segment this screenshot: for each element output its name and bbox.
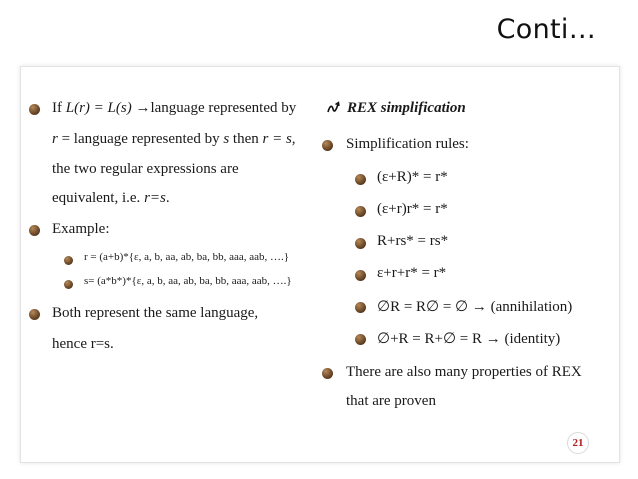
b1-line1: If L(r) = L(s) →language represented by — [52, 100, 297, 116]
content-panel — [20, 66, 620, 463]
rex-heading: REX simplification — [347, 100, 466, 116]
example-label: Example: — [52, 221, 110, 237]
rule-item: ∅+R = R+∅ = R → (identity) — [377, 331, 561, 347]
rule-item: ∅R = R∅ = ∅ → (annihilation) — [377, 299, 573, 315]
b1-line3: the two regular expressions are — [52, 161, 239, 177]
b3-line1: Both represent the same language, — [52, 305, 259, 321]
b3-line2: hence r=s. — [52, 336, 114, 352]
rule-item: ε+r+r* = r* — [377, 265, 447, 281]
props-line1: There are also many properties of REX — [346, 364, 582, 380]
sub-bullet-icon — [355, 270, 366, 281]
b1-line2: r = language represented by s then r = s, — [52, 131, 296, 147]
rule-item: (ε+r)r* = r* — [377, 201, 448, 217]
bullet-icon — [29, 104, 40, 115]
sub-bullet-icon — [355, 238, 366, 249]
sub-bullet-icon — [355, 302, 366, 313]
squiggle-arrow-icon — [326, 99, 342, 120]
sub-bullet-icon — [355, 334, 366, 345]
b1-line4: equivalent, i.e. r=s. — [52, 190, 170, 206]
sub-bullet-icon — [64, 280, 73, 289]
slide-title: Conti… — [496, 14, 596, 45]
rule-item: R+rs* = rs* — [377, 233, 449, 249]
sub-bullet-icon — [355, 174, 366, 185]
bullet-icon — [322, 368, 333, 379]
rule-item: (ε+R)* = r* — [377, 169, 448, 185]
bullet-icon — [29, 309, 40, 320]
rules-label: Simplification rules: — [346, 136, 469, 152]
formula-lr-ls: L(r) = L(s) — [65, 100, 132, 116]
arrow-right-icon: → — [131, 100, 151, 116]
example-r: r = (a+b)*{ε, a, b, aa, ab, ba, bb, aaa, aab, ….} — [84, 251, 290, 263]
page-number: 21 — [567, 432, 589, 454]
bullet-icon — [29, 225, 40, 236]
bullet-icon — [322, 140, 333, 151]
sub-bullet-icon — [355, 206, 366, 217]
example-s: s= (a*b*)*{ε, a, b, aa, ab, ba, bb, aaa, aab, ….} — [84, 275, 292, 287]
sub-bullet-icon — [64, 256, 73, 265]
props-line2: that are proven — [346, 393, 436, 409]
